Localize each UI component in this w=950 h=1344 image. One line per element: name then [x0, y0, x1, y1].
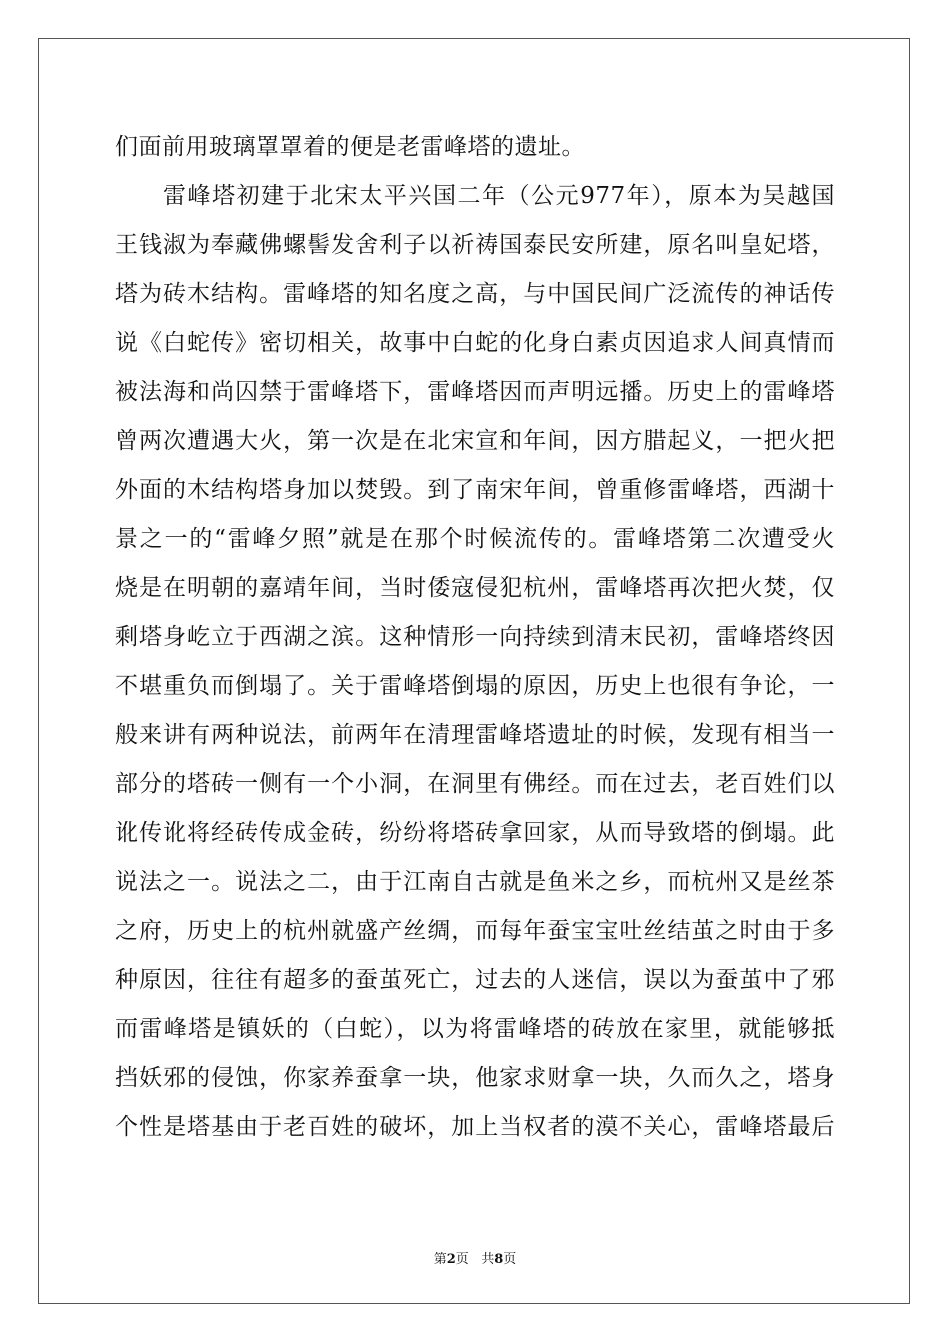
text-line: 挡妖邪的侵蚀，你家养蚕拿一块，他家求财拿一块，久而久之，塔身 — [115, 1065, 835, 1091]
page-number: 2 — [446, 1252, 456, 1267]
text-line: 个性是塔基由于老百姓的破坏，加上当权者的漠不关心，雷峰塔最后 — [115, 1114, 835, 1140]
text-line: 烧是在明朝的嘉靖年间，当时倭寇侵犯杭州，雷峰塔再次把火焚，仅 — [115, 575, 835, 601]
page-suffix: 页 — [455, 1252, 469, 1267]
text-line: 不堪重负而倒塌了。关于雷峰塔倒塌的原因，历史上也很有争论，一 — [115, 673, 835, 699]
text-line: 说《白蛇传》密切相关，故事中白蛇的化身白素贞因追求人间真情而 — [115, 330, 835, 356]
text-line: 王钱淑为奉藏佛螺髻发舍利子以祈祷国泰民安所建，原名叫皇妃塔， — [115, 232, 835, 258]
page-prefix: 第 — [433, 1252, 447, 1267]
total-suffix: 页 — [503, 1252, 517, 1267]
text-line: 而雷峰塔是镇妖的（白蛇），以为将雷峰塔的砖放在家里，就能够抵 — [115, 1016, 835, 1042]
text-line: 之府，历史上的杭州就盛产丝绸，而每年蚕宝宝吐丝结茧之时由于多 — [115, 918, 835, 944]
text-line: 雷峰塔初建于北宋太平兴国二年（公元977年），原本为吴越国 — [163, 183, 835, 209]
total-prefix: 共 — [481, 1252, 495, 1267]
text-line: 讹传讹将经砖传成金砖，纷纷将塔砖拿回家，从而导致塔的倒塌。此 — [115, 820, 835, 846]
text-line: 种原因，往往有超多的蚕茧死亡，过去的人迷信，误以为蚕茧中了邪 — [115, 967, 835, 993]
text-line: 般来讲有两种说法，前两年在清理雷峰塔遗址的时候，发现有相当一 — [115, 722, 835, 748]
text-line: 景之一的“雷峰夕照”就是在那个时候流传的。雷峰塔第二次遭受火 — [115, 526, 835, 552]
text-line: 说法之一。说法之二，由于江南自古就是鱼米之乡，而杭州又是丝茶 — [115, 869, 835, 895]
page-footer — [0, 1248, 950, 1267]
text-line: 剩塔身屹立于西湖之滨。这种情形一向持续到清末民初，雷峰塔终因 — [115, 624, 835, 650]
text-line: 被法海和尚囚禁于雷峰塔下，雷峰塔因而声明远播。历史上的雷峰塔 — [115, 379, 835, 405]
text-line: 外面的木结构塔身加以焚毁。到了南宋年间，曾重修雷峰塔，西湖十 — [115, 477, 835, 503]
text-line: 部分的塔砖一侧有一个小洞，在洞里有佛经。而在过去，老百姓们以 — [115, 771, 835, 797]
total-pages: 8 — [494, 1252, 504, 1267]
text-line: 塔为砖木结构。雷峰塔的知名度之高，与中国民间广泛流传的神话传 — [115, 281, 835, 307]
text-line: 们面前用玻璃罩罩着的便是老雷峰塔的遗址。 — [115, 134, 585, 160]
text-line: 曾两次遭遇大火，第一次是在北宋宣和年间，因方腊起义，一把火把 — [115, 428, 835, 454]
document-body — [115, 123, 835, 1152]
